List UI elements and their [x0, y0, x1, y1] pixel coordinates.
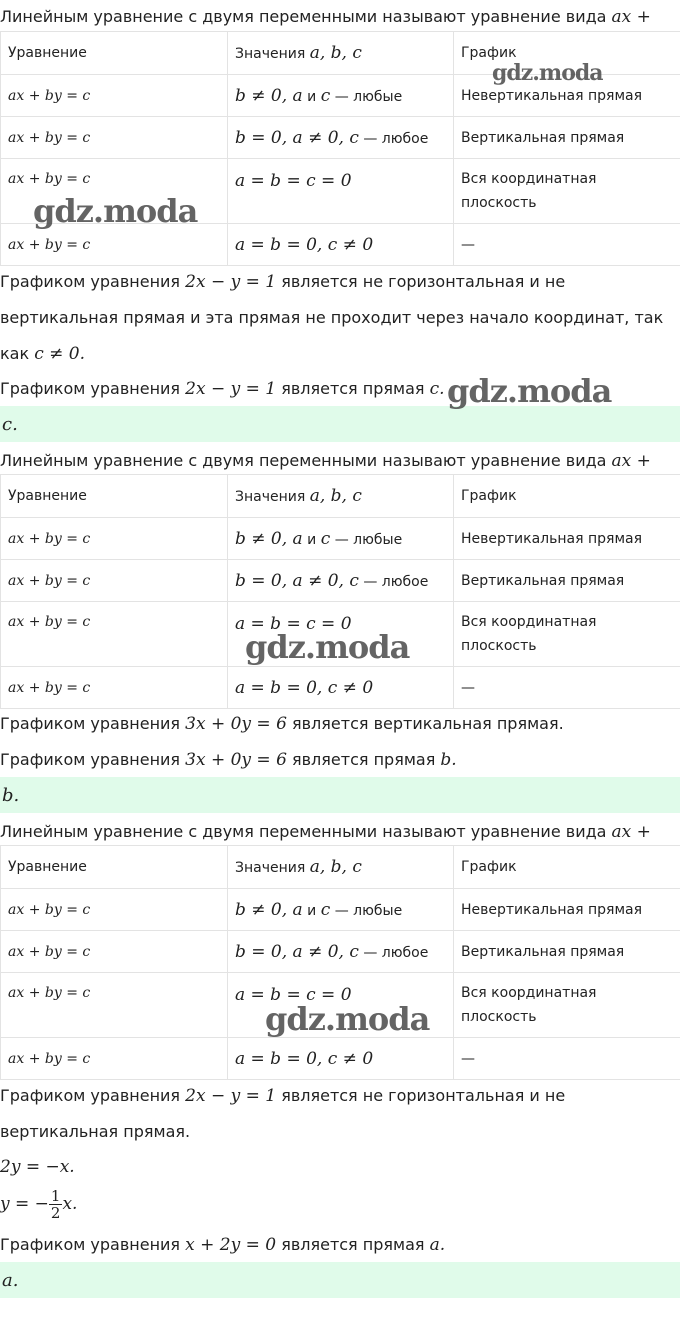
header-equation: Уравнение: [1, 475, 228, 518]
graph-cell: Невертикальная прямая: [454, 889, 680, 931]
solution-line: вертикальная прямая и эта прямая не проходит через начало координат, так: [0, 308, 664, 327]
graph-cell: Невертикальная прямая: [454, 75, 680, 117]
watermark-logo: gdz.moda: [447, 372, 612, 410]
graph-cell: —: [454, 1038, 680, 1080]
graph-cell: Вся координатная плоскость: [454, 602, 680, 667]
answer-box: [0, 406, 680, 442]
answer-value: b.: [2, 785, 20, 806]
watermark-logo: gdz.moda: [265, 1000, 430, 1038]
solution-line: Графиком уравнения 3x + 0y = 6 является прямая b.: [0, 750, 457, 770]
equation-cell: ax + by = c: [1, 667, 228, 709]
condition-cell: b = 0, a ≠ 0, c — любое: [228, 117, 454, 159]
header-graph: График: [454, 846, 680, 889]
graph-cell: Вертикальная прямая: [454, 117, 680, 159]
solution-line: как c ≠ 0.: [0, 344, 86, 364]
answer-box: [0, 1262, 680, 1298]
header-values: Значения a, b, c: [228, 32, 454, 75]
table-header-row: [1, 846, 680, 889]
equation-cell: ax + by = c: [1, 931, 228, 973]
condition-cell: a = b = 0, c ≠ 0: [228, 224, 454, 266]
header-values: Значения a, b, c: [228, 846, 454, 889]
solution-line: Графиком уравнения 3x + 0y = 6 является вертикальная прямая.: [0, 714, 564, 734]
answer-value: c.: [2, 414, 18, 435]
graph-cell: Вся координатная плоскость: [454, 973, 680, 1038]
table-row: [1, 518, 680, 560]
table-row: [1, 117, 680, 159]
table-row: [1, 1038, 680, 1080]
condition-cell: a = b = 0, c ≠ 0: [228, 1038, 454, 1080]
table-row: [1, 667, 680, 709]
intro-text-2: Линейным уравнение с двумя переменными называют уравнение вида ax +: [0, 451, 651, 471]
solution-line: Графиком уравнения 2x − y = 1 является не горизонтальная и не: [0, 272, 566, 292]
equation-cell: ax + by = c: [1, 889, 228, 931]
graph-cell: Вертикальная прямая: [454, 931, 680, 973]
equation-cell: ax + by = c: [1, 75, 228, 117]
answer-box: [0, 777, 680, 813]
watermark-logo: gdz.moda: [245, 628, 410, 666]
header-equation: Уравнение: [1, 32, 228, 75]
intro-text-1: Линейным уравнение с двумя переменными называют уравнение вида ax +: [0, 7, 651, 27]
condition-cell: b = 0, a ≠ 0, c — любое: [228, 560, 454, 602]
watermark-logo: gdz.moda: [33, 192, 198, 230]
solution-equation: 2y = −x.: [0, 1157, 75, 1177]
condition-cell: b = 0, a ≠ 0, c — любое: [228, 931, 454, 973]
solution-line: Графиком уравнения 2x − y = 1 является не горизонтальная и не: [0, 1086, 566, 1106]
fraction: $\frac{1}{2}$: [50, 1187, 61, 1222]
table-row: [1, 931, 680, 973]
linear-equation-table-2: [0, 474, 680, 709]
equation-cell: ax + by = c: [1, 117, 228, 159]
graph-cell: Вся координатная плоскость: [454, 159, 680, 224]
graph-cell: Вертикальная прямая: [454, 560, 680, 602]
condition-cell: b ≠ 0, a и c — любые: [228, 75, 454, 117]
header-values: Значения a, b, c: [228, 475, 454, 518]
solution-line: Графиком уравнения 2x − y = 1 является прямая c.: [0, 379, 445, 399]
header-equation: Уравнение: [1, 846, 228, 889]
solution-equation-fraction: y = − $\frac{1}{2}$ x.: [0, 1187, 78, 1222]
condition-cell: a = b = c = 0: [228, 973, 454, 1038]
condition-cell: b ≠ 0, a и c — любые: [228, 518, 454, 560]
intro-text-3: Линейным уравнение с двумя переменными называют уравнение вида ax +: [0, 822, 651, 842]
table-row: [1, 889, 680, 931]
answer-value: a.: [2, 1270, 19, 1291]
equation-cell: ax + by = c: [1, 224, 228, 266]
table-header-row: [1, 475, 680, 518]
equation-cell: ax + by = c: [1, 602, 228, 667]
condition-cell: a = b = c = 0: [228, 602, 454, 667]
condition-cell: a = b = c = 0: [228, 159, 454, 224]
equation-cell: ax + by = c: [1, 973, 228, 1038]
table-row: [1, 560, 680, 602]
solution-line: вертикальная прямая.: [0, 1122, 191, 1141]
graph-cell: Невертикальная прямая: [454, 518, 680, 560]
graph-cell: —: [454, 224, 680, 266]
watermark-logo: gdz.moda: [492, 60, 603, 86]
condition-cell: b ≠ 0, a и c — любые: [228, 889, 454, 931]
solution-line: Графиком уравнения x + 2y = 0 является прямая a.: [0, 1235, 446, 1255]
header-graph: График: [454, 475, 680, 518]
condition-cell: a = b = 0, c ≠ 0: [228, 667, 454, 709]
equation-cell: ax + by = c: [1, 560, 228, 602]
graph-cell: —: [454, 667, 680, 709]
header-graph: График: [454, 32, 680, 75]
equation-cell: ax + by = c: [1, 159, 228, 224]
equation-cell: ax + by = c: [1, 518, 228, 560]
equation-cell: ax + by = c: [1, 1038, 228, 1080]
linear-equation-table-3: [0, 845, 680, 1080]
